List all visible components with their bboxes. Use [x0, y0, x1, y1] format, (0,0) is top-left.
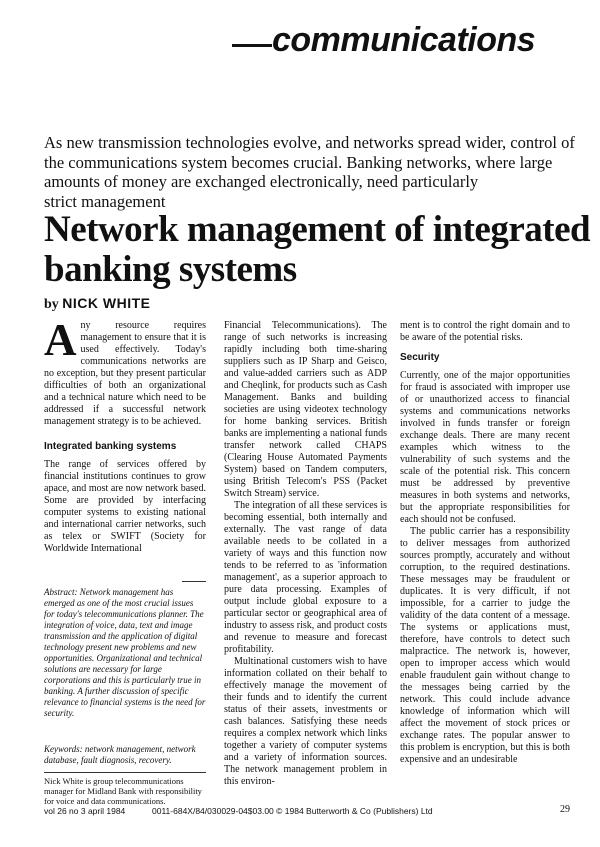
standfirst-line: amounts of money are exchanged electronically, need particularly	[44, 172, 479, 191]
keywords: Keywords: network management, network database, fault diagnosis, recovery.	[44, 744, 196, 765]
standfirst-line: As new transmission technologies evolve, and networks spread wider, control of	[44, 133, 575, 152]
body-paragraph: Multinational customers wish to have information collated on their behalf to effectively manage the movement of their funds and to identify the current status of their assets, investments or cash balances. Satisfying these needs requires a complex network which links together a variety of computer systems and a variety of information sources. The network management problem in this environ-	[224, 656, 387, 787]
author-rule	[44, 772, 206, 773]
standfirst-line: the communications system becomes crucial. Banking networks, where large	[44, 152, 553, 172]
byline	[44, 295, 151, 313]
article-headline	[44, 209, 591, 290]
drop-cap: A	[44, 315, 77, 365]
page-number: 29	[560, 804, 570, 815]
body-paragraph: ment is to control the right domain and to be aware of the potential risks.	[400, 320, 570, 343]
abstract-rule	[182, 581, 206, 582]
column-2	[224, 320, 387, 788]
footer-copyright: 0011-684X/84/030029-04$03.00 © 1984 Butterworth & Co (Publishers) Ltd	[152, 806, 433, 816]
body-paragraph: The integration of all these services is becoming essential, both internally and externally. The vast range of data available needs to be collated in a variety of ways and this function now tends to be referred to as 'information management', as a superior approach to pure data processing. Examples of output include global exposure to a particular sector or geographical area of industry to assess risk, and product costs and revenue to measure and forecast profitability.	[224, 500, 387, 655]
subhead-security: Security	[400, 352, 440, 363]
intro-text: ny resource requires management to ensure that it is used effectively. Today's communications networks are no exception, but they present particular difficulties of both an organizational and a technical nature which need to be addressed if a successful network management strategy is to be achieved.	[44, 320, 206, 427]
author-name: NICK WHITE	[62, 295, 151, 311]
body-paragraph: The range of services offered by financial institutions continues to grow apace, and most are now network based. Some are provided by interfacing computer systems to existing national and international carrier networks, such as telex or SWIFT (Society for Worldwide International	[44, 459, 206, 554]
headline-line: banking systems	[44, 249, 297, 290]
intro-paragraph	[44, 315, 206, 428]
section-rule	[232, 44, 272, 47]
footer-issue: vol 26 no 3 april 1984	[44, 806, 126, 816]
column-3	[400, 320, 570, 766]
subhead-integrated-banking: Integrated banking systems	[44, 441, 177, 452]
byline-prefix: by	[44, 297, 59, 312]
author-note: Nick White is group telecommunications manager for Midland Bank with responsibility for voice and data communications.	[44, 776, 202, 806]
section-title: communications	[272, 21, 536, 59]
standfirst-line: strict management	[44, 191, 166, 211]
headline-line: Network management of integrated	[44, 209, 591, 250]
column-1	[44, 315, 206, 555]
abstract	[44, 587, 206, 719]
standfirst	[44, 133, 584, 211]
body-paragraph: Currently, one of the major opportunities for fraud is associated with improper use of or unauthorized access to financial systems and communications networks involved in funds transfer or foreign exchange deals. There are many recent examples which witness to the vulnerability of such systems and the scale of the potential risk. This concern must be addressed by preventive measures in both systems and networks, but the appropriate responsibilities for each should not be confused.	[400, 370, 570, 525]
abstract-text: Abstract: Network management has emerged as one of the most crucial issues for today's telecommunications planner. The integration of voice, data, text and image transmission and the application of digital technology present new problems and new opportunities. Organizational and technical solutions are necessary for large corporations and this is particularly true in banking. A further discussion of specific relevance to financial systems is the need for security.	[44, 587, 206, 718]
body-paragraph: The public carrier has a responsibility to deliver messages from authorized sources promptly, accurately and without corruption, to the required destinations. These messages may be fraudulent or duplicates. It is very difficult, if not impossible, for a carrier to judge the validity of the data content of a message. The systems or applications must, therefore, have controls to detect such malpractice. The network is, however, open to improper access which would enable fraudulent gain without change to the messages being carried by the network. This could include advance knowledge of information which will affect the movement of stock prices or exchange rates. The popular answer to this problem is encryption, but this is both expensive and an undesirable	[400, 526, 570, 765]
body-paragraph: Financial Telecommunications). The range of such networks is increasing rapidly including both time-sharing suppliers such as IP Sharp and Geisco, and value-added carriers such as ADP and Cheqlink, for products such as Cash Management. Banks and building societies are using videotex technology for home banking services. British banks are implementing a national funds transfer network called CHAPS (Clearing House Automated Payments System) based on Tandem computers, using British Telecom's PSS (Packet Switch Stream) service.	[224, 320, 387, 499]
